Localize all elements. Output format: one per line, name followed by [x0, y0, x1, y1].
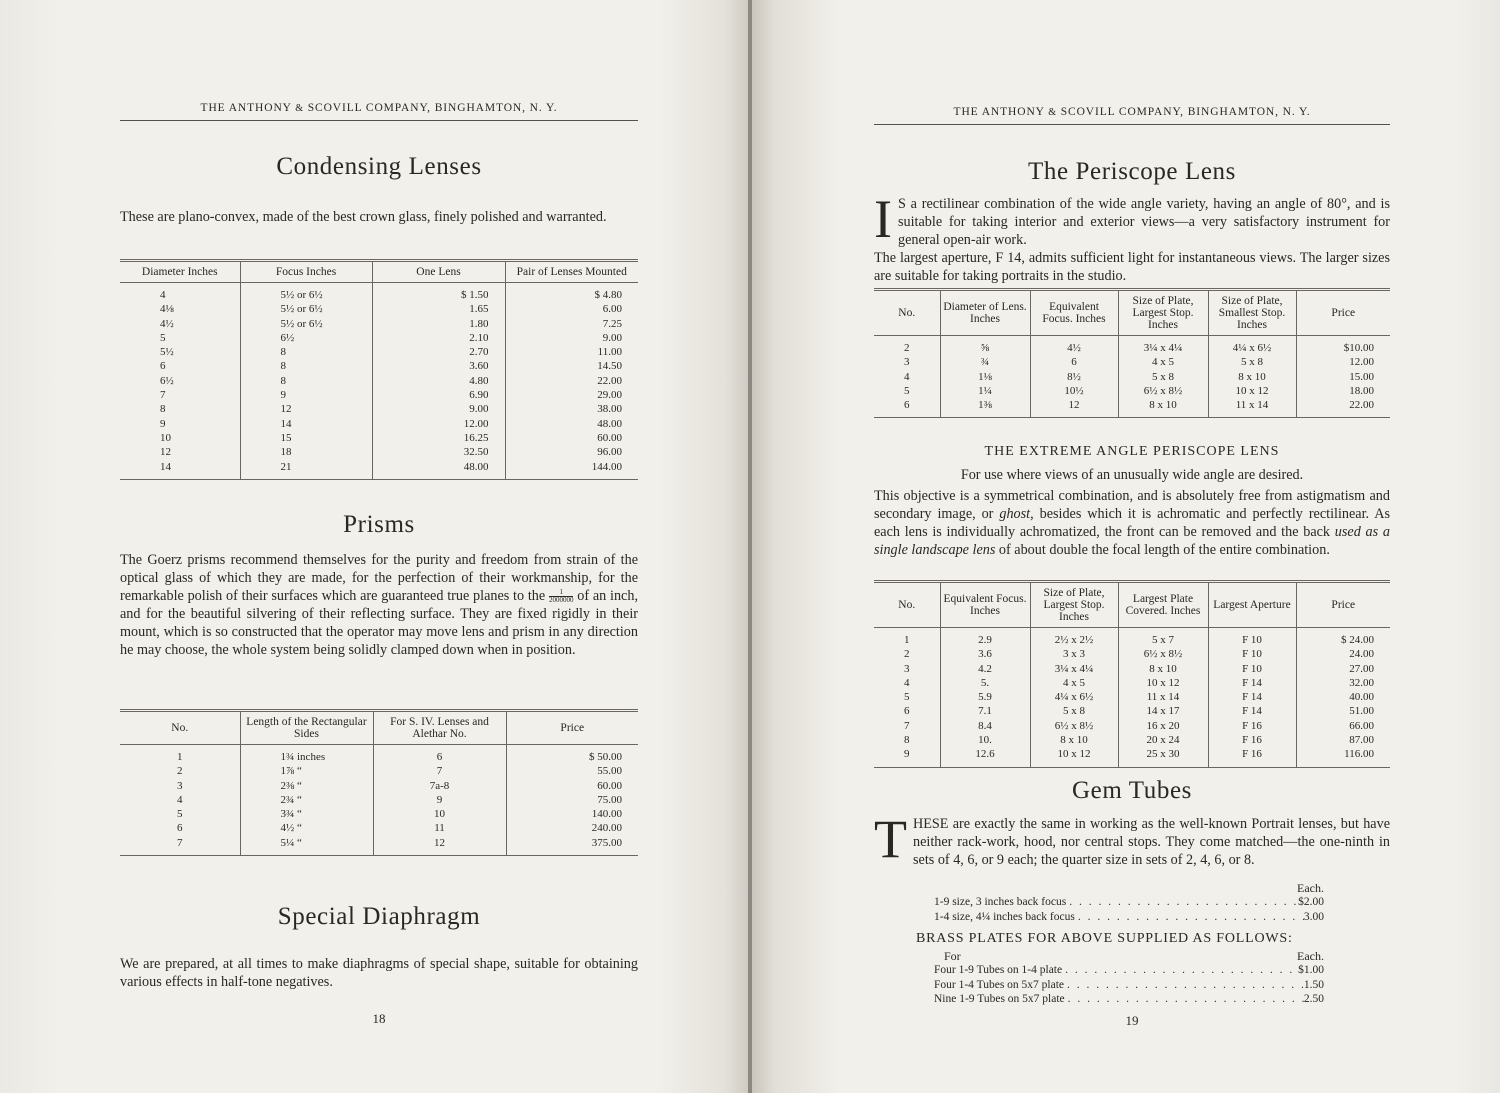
- table-row: [120, 317, 638, 331]
- table-cell: 2⅜ “: [240, 779, 373, 793]
- column-header: Price: [506, 711, 638, 745]
- table-cell: ⅝: [940, 336, 1030, 356]
- table-row: [874, 704, 1390, 718]
- table-cell: 14.50: [597, 360, 622, 373]
- table-cell: 5.: [940, 676, 1030, 690]
- table-cell: 22.00: [1349, 399, 1374, 412]
- table-cell: 10 x 12: [1208, 384, 1296, 398]
- table-cell: F 10: [1208, 628, 1296, 648]
- gem-text: [874, 809, 1390, 869]
- diaphragm-text: We are prepared, at all times to make diaphragms of special shape, suitable for obtaining various effects in half-tone negatives.: [120, 956, 638, 990]
- column-header: Size of Plate, Largest Stop. Inches: [1118, 290, 1208, 336]
- extreme-text-a: This objective is a symmetrical combination, and is absolutely free from astigmatism and secondary image, or: [874, 488, 1390, 522]
- table-cell: 4½ “: [240, 821, 373, 835]
- price-row-label: Nine 1-9 Tubes on 5x7 plate: [934, 992, 1065, 1005]
- table-cell: 12.6: [940, 747, 1030, 767]
- table-cell: 5 x 8: [1208, 355, 1296, 369]
- table-cell: 3.6: [940, 647, 1030, 661]
- table-cell: 7.25: [602, 317, 622, 330]
- table-cell: 5: [874, 384, 940, 398]
- periscope-header-row: [874, 290, 1390, 336]
- table-cell: 1⅛: [940, 370, 1030, 384]
- table-cell: 4: [120, 283, 240, 303]
- table-cell: 1⅞ “: [240, 764, 373, 778]
- table-cell: 11 x 14: [1208, 398, 1296, 418]
- table-cell: 6.90: [372, 388, 505, 402]
- table-cell: 9.00: [372, 402, 505, 416]
- table-cell: 29.00: [597, 389, 622, 402]
- table-row: [874, 336, 1390, 356]
- prisms-header-row: [120, 711, 638, 745]
- table-row: [874, 384, 1390, 398]
- table-cell: 25 x 30: [1118, 747, 1208, 767]
- table-cell: 7: [373, 764, 506, 778]
- table-cell: 9: [874, 747, 940, 767]
- table-row: [120, 821, 638, 835]
- prisms-title: Prisms: [343, 511, 415, 538]
- table-cell: 7: [120, 388, 240, 402]
- table-cell: 75.00: [597, 793, 622, 806]
- table-row: [874, 676, 1390, 690]
- leader-dots: [1065, 992, 1304, 1006]
- leader-dots: [1064, 978, 1304, 992]
- table-cell: 24.00: [1349, 648, 1374, 661]
- extreme-header-row: [874, 582, 1390, 628]
- brass-price-list: [934, 949, 1324, 1006]
- table-cell: 4½: [120, 317, 240, 331]
- column-header: Diameter Inches: [120, 261, 240, 283]
- table-cell: 5½ or 6½: [240, 302, 372, 316]
- table-cell: 11: [373, 821, 506, 835]
- table-cell: 10: [373, 807, 506, 821]
- leader-dots: [1062, 963, 1298, 977]
- table-row: [874, 690, 1390, 704]
- table-cell: 4: [120, 793, 240, 807]
- price-row-value: 1.50: [1303, 978, 1324, 991]
- price-row-value: 3.00: [1303, 910, 1324, 923]
- table-cell: 12: [120, 445, 240, 459]
- table-cell: 22.00: [597, 374, 622, 387]
- price-row-value: $2.00: [1298, 896, 1324, 909]
- table-cell: 18.00: [1349, 384, 1374, 397]
- table-row: [120, 460, 638, 480]
- condensing-table: [120, 259, 638, 480]
- table-cell: 6½: [240, 331, 372, 345]
- table-cell: 6½ x 8½: [1030, 719, 1118, 733]
- condensing-intro: These are plano-convex, made of the best crown glass, finely polished and warranted.: [120, 209, 607, 225]
- periscope-title: The Periscope Lens: [1028, 158, 1236, 185]
- table-cell: 1: [120, 745, 240, 765]
- table-cell: F 16: [1208, 733, 1296, 747]
- fraction-denominator: 2000000: [548, 596, 574, 605]
- table-cell: 9: [120, 417, 240, 431]
- table-row: [120, 779, 638, 793]
- table-row: [874, 398, 1390, 418]
- running-head: [120, 102, 638, 121]
- table-cell: 12: [373, 836, 506, 856]
- table-cell: 7a-8: [373, 779, 506, 793]
- table-cell: 6: [373, 745, 506, 765]
- page-number: 18: [372, 1011, 386, 1026]
- table-cell: 11 x 14: [1118, 690, 1208, 704]
- table-cell: 11.00: [597, 346, 622, 359]
- table-cell: 5 x 8: [1118, 370, 1208, 384]
- extreme-heading: THE EXTREME ANGLE PERISCOPE LENS: [984, 444, 1280, 459]
- table-cell: F 14: [1208, 690, 1296, 704]
- table-cell: 5: [120, 331, 240, 345]
- table-cell: 14 x 17: [1118, 704, 1208, 718]
- table-cell: 2: [120, 764, 240, 778]
- table-cell: 7: [874, 719, 940, 733]
- table-cell: 3 x 3: [1030, 647, 1118, 661]
- table-row: [120, 745, 638, 765]
- table-cell: 4: [874, 370, 940, 384]
- table-cell: 2.10: [372, 331, 505, 345]
- column-header: Largest Plate Covered. Inches: [1118, 582, 1208, 628]
- column-header: Diameter of Lens. Inches: [940, 290, 1030, 336]
- table-cell: $ 50.00: [589, 751, 622, 763]
- each-label: Each.: [1297, 881, 1324, 895]
- running-head: [874, 106, 1390, 125]
- table-cell: 375.00: [591, 836, 622, 849]
- running-head-part1: THE ANTHONY: [200, 102, 292, 114]
- table-row: [120, 807, 638, 821]
- table-row: [120, 359, 638, 373]
- drop-cap: I: [874, 189, 892, 249]
- table-cell: 55.00: [597, 765, 622, 778]
- table-cell: 8 x 10: [1030, 733, 1118, 747]
- price-row-value: 2.50: [1303, 992, 1324, 1005]
- column-header: For S. IV. Lenses and Alethar No.: [373, 711, 506, 745]
- column-header: No.: [120, 711, 240, 745]
- column-header: One Lens: [372, 261, 505, 283]
- running-head-part2: SCOVILL COMPANY, BINGHAMTON, N. Y.: [307, 102, 558, 114]
- table-row: [120, 764, 638, 778]
- table-cell: 2.70: [372, 345, 505, 359]
- table-cell: 32.00: [1349, 676, 1374, 689]
- table-row: [120, 331, 638, 345]
- table-cell: 6½ x 8½: [1118, 647, 1208, 661]
- table-cell: 60.00: [597, 431, 622, 444]
- table-cell: $ 1.50: [372, 283, 505, 303]
- diaphragm-title: Special Diaphragm: [277, 903, 481, 930]
- for-label: For: [944, 949, 961, 963]
- column-header: Size of Plate, Smallest Stop. Inches: [1208, 290, 1296, 336]
- table-cell: 6: [120, 821, 240, 835]
- table-cell: 1¾ inches: [240, 745, 373, 765]
- table-row: [120, 402, 638, 416]
- table-cell: 21: [240, 460, 372, 480]
- table-cell: 32.50: [372, 445, 505, 459]
- column-header: Price: [1296, 582, 1390, 628]
- table-cell: 144.00: [591, 460, 622, 473]
- table-row: [874, 355, 1390, 369]
- table-cell: 60.00: [597, 779, 622, 792]
- table-cell: 14: [240, 417, 372, 431]
- extreme-table: [874, 580, 1390, 768]
- table-cell: 16 x 20: [1118, 719, 1208, 733]
- gem-text-body: HESE are exactly the same in working as the well-known Portrait lenses, but have neither rack-work, hood, nor central stops. They come matched—the one-ninth in sets of 4, 6, or 9 each; the quarter size in sets of 2, 4, 6, or 8.: [913, 816, 1390, 868]
- extreme-ghost: ghost,: [999, 506, 1034, 522]
- table-cell: 15: [240, 431, 372, 445]
- periscope-intro-text: S a rectilinear combination of the wide angle variety, having an angle of 80°, and is suitable for taking interior and exterior views—a very satisfactory instrument for general open-air work.: [897, 196, 1390, 248]
- table-cell: 10: [120, 431, 240, 445]
- running-head-amp: &: [1048, 107, 1057, 118]
- price-row: [934, 963, 1324, 977]
- leader-dots: [1066, 895, 1298, 909]
- table-cell: 2¾ “: [240, 793, 373, 807]
- price-row: [934, 895, 1324, 909]
- gem-title: Gem Tubes: [1071, 777, 1192, 804]
- table-cell: 4 x 5: [1030, 676, 1118, 690]
- column-header: Pair of Lenses Mounted: [505, 261, 638, 283]
- table-cell: 2: [874, 336, 940, 356]
- table-cell: 1¼: [940, 384, 1030, 398]
- table-cell: 1: [874, 628, 940, 648]
- table-row: [120, 793, 638, 807]
- table-row: [874, 719, 1390, 733]
- table-cell: 8 x 10: [1208, 370, 1296, 384]
- table-cell: ¾: [940, 355, 1030, 369]
- table-cell: 5½: [120, 345, 240, 359]
- table-cell: 8: [240, 359, 372, 373]
- table-row: [874, 747, 1390, 767]
- extreme-text-c: of about double the focal length of the entire combination.: [998, 542, 1330, 558]
- condensing-title: Condensing Lenses: [276, 153, 482, 180]
- table-row: [874, 628, 1390, 648]
- brass-heading: BRASS PLATES FOR ABOVE SUPPLIED AS FOLLOWS:: [916, 931, 1293, 946]
- table-cell: 4: [874, 676, 940, 690]
- prisms-text-b: of an inch, and for the beautiful silvering of their reflecting surface. They are fixed rigidly in their mount, which is so constructed that the operator may move lens and prism in any direction he may choose, the whole system being solidly clamped down when in position.: [120, 588, 638, 658]
- each-label: Each.: [1297, 949, 1324, 963]
- table-cell: 5.9: [940, 690, 1030, 704]
- table-cell: 51.00: [1349, 705, 1374, 718]
- table-cell: 7: [120, 836, 240, 856]
- prisms-table: [120, 709, 638, 856]
- column-header: Equivalent Focus. Inches: [940, 582, 1030, 628]
- table-cell: 4⅛: [120, 302, 240, 316]
- table-row: [874, 662, 1390, 676]
- table-cell: 12.00: [1349, 356, 1374, 369]
- table-cell: 10 x 12: [1118, 676, 1208, 690]
- drop-cap: T: [874, 809, 907, 869]
- running-head-part2: SCOVILL COMPANY, BINGHAMTON, N. Y.: [1060, 106, 1311, 118]
- table-cell: 5 x 8: [1030, 704, 1118, 718]
- table-cell: 3¼ x 4¼: [1030, 662, 1118, 676]
- column-header: No.: [874, 290, 940, 336]
- table-row: [874, 733, 1390, 747]
- table-cell: 4 x 5: [1118, 355, 1208, 369]
- price-row-label: 1-9 size, 3 inches back focus: [934, 896, 1067, 909]
- price-row: [934, 910, 1324, 924]
- column-header: Focus Inches: [240, 261, 372, 283]
- price-row: [934, 992, 1324, 1006]
- table-cell: 3¼ x 4¼: [1118, 336, 1208, 356]
- table-cell: 5: [874, 690, 940, 704]
- table-cell: 1.65: [372, 302, 505, 316]
- table-cell: 48.00: [372, 460, 505, 480]
- fraction: [549, 589, 574, 604]
- column-header: Length of the Rectangular Sides: [240, 711, 373, 745]
- prisms-text: [120, 551, 638, 659]
- table-cell: 20 x 24: [1118, 733, 1208, 747]
- table-row: [120, 388, 638, 402]
- table-cell: F 14: [1208, 676, 1296, 690]
- table-cell: 14: [120, 460, 240, 480]
- table-cell: 3.60: [372, 359, 505, 373]
- page-number: 19: [1125, 1013, 1139, 1028]
- table-cell: 6½: [120, 374, 240, 388]
- table-cell: 3: [874, 355, 940, 369]
- table-cell: 27.00: [1349, 662, 1374, 675]
- table-cell: 140.00: [591, 808, 622, 821]
- column-header: Price: [1296, 290, 1390, 336]
- leader-dots: [1075, 910, 1304, 924]
- table-cell: 5¼ “: [240, 836, 373, 856]
- table-cell: 6½ x 8½: [1118, 384, 1208, 398]
- table-cell: 2½ x 2½: [1030, 628, 1118, 648]
- gem-price-list: [934, 881, 1324, 924]
- table-row: [120, 445, 638, 459]
- table-cell: F 10: [1208, 647, 1296, 661]
- periscope-intro2: The largest aperture, F 14, admits sufficient light for instantaneous views. The larger sizes are suitable for taking portraits in the studio.: [874, 250, 1390, 284]
- extreme-italic-phrase: used as a single landscape lens: [874, 524, 1390, 558]
- running-head-part1: THE ANTHONY: [953, 106, 1045, 118]
- table-row: [120, 345, 638, 359]
- table-cell: 18: [240, 445, 372, 459]
- table-cell: 12: [1030, 398, 1118, 418]
- table-cell: 8.4: [940, 719, 1030, 733]
- extreme-sub: For use where views of an unusually wide angle are desired.: [960, 467, 1304, 483]
- table-cell: 3: [874, 662, 940, 676]
- table-cell: 4.2: [940, 662, 1030, 676]
- table-cell: $ 24.00: [1341, 634, 1374, 646]
- column-header: Equivalent Focus. Inches: [1030, 290, 1118, 336]
- table-cell: 87.00: [1349, 734, 1374, 747]
- table-cell: F 10: [1208, 662, 1296, 676]
- table-cell: 12.00: [372, 417, 505, 431]
- table-cell: 4¼ x 6½: [1208, 336, 1296, 356]
- table-cell: 48.00: [597, 417, 622, 430]
- table-cell: 15.00: [1349, 370, 1374, 383]
- column-header: Largest Aperture: [1208, 582, 1296, 628]
- table-row: [120, 431, 638, 445]
- table-row: [874, 647, 1390, 661]
- table-cell: 9: [240, 388, 372, 402]
- price-row: [934, 978, 1324, 992]
- periscope-table: [874, 288, 1390, 418]
- table-row: [120, 417, 638, 431]
- table-cell: 4½: [1030, 336, 1118, 356]
- table-row: [120, 374, 638, 388]
- price-row-label: Four 1-9 Tubes on 1-4 plate: [934, 964, 1063, 977]
- table-cell: 3: [120, 779, 240, 793]
- running-head-amp: &: [295, 103, 304, 114]
- table-cell: 3¾ “: [240, 807, 373, 821]
- table-cell: 6: [874, 398, 940, 418]
- table-cell: 9.00: [602, 331, 622, 344]
- table-row: [120, 836, 638, 856]
- table-cell: 8: [120, 402, 240, 416]
- extreme-text: [874, 487, 1390, 559]
- table-cell: 6: [120, 359, 240, 373]
- column-header: Size of Plate, Largest Stop. Inches: [1030, 582, 1118, 628]
- table-cell: $10.00: [1343, 342, 1374, 354]
- table-row: [120, 283, 638, 303]
- condensing-header-row: [120, 261, 638, 283]
- extreme-text-b: besides which it is achromatic and perfectly rectilinear. As each lens is individually achromatized, the front can be removed and the back: [874, 506, 1391, 540]
- left-page: [0, 0, 748, 1093]
- table-cell: 1⅜: [940, 398, 1030, 418]
- column-header: No.: [874, 582, 940, 628]
- table-cell: 8 x 10: [1118, 662, 1208, 676]
- table-cell: 6: [1030, 355, 1118, 369]
- table-cell: 9: [373, 793, 506, 807]
- table-cell: 8 x 10: [1118, 398, 1208, 418]
- table-cell: 66.00: [1349, 719, 1374, 732]
- table-cell: 10.: [940, 733, 1030, 747]
- right-page: [752, 0, 1500, 1093]
- price-row-value: $1.00: [1298, 964, 1324, 977]
- price-row-label: 1-4 size, 4¼ inches back focus: [934, 910, 1075, 923]
- table-cell: 6.00: [602, 303, 622, 316]
- table-cell: 240.00: [591, 822, 622, 835]
- table-cell: 2.9: [940, 628, 1030, 648]
- table-cell: 6: [874, 704, 940, 718]
- table-cell: 10 x 12: [1030, 747, 1118, 767]
- table-row: [120, 302, 638, 316]
- table-cell: 40.00: [1349, 691, 1374, 704]
- table-cell: F 16: [1208, 747, 1296, 767]
- table-cell: F 16: [1208, 719, 1296, 733]
- table-cell: 5½ or 6½: [240, 283, 372, 303]
- table-cell: F 14: [1208, 704, 1296, 718]
- table-cell: 116.00: [1344, 748, 1374, 761]
- table-cell: 1.80: [372, 317, 505, 331]
- table-cell: 8: [874, 733, 940, 747]
- table-cell: 4¼ x 6½: [1030, 690, 1118, 704]
- table-cell: 5: [120, 807, 240, 821]
- table-cell: 8½: [1030, 370, 1118, 384]
- price-row-label: Four 1-4 Tubes on 5x7 plate: [934, 978, 1065, 991]
- table-cell: 8: [240, 345, 372, 359]
- table-row: [874, 370, 1390, 384]
- table-cell: 2: [874, 647, 940, 661]
- prisms-text-a: The Goerz prisms recommend themselves for the purity and freedom from strain of the optical glass of which they are made, for the perfection of their workmanship, for the remarkable polish of their surfaces which are guaranteed true planes to the: [120, 552, 638, 604]
- table-cell: 5½ or 6½: [240, 317, 372, 331]
- table-cell: $ 4.80: [594, 289, 622, 301]
- table-cell: 5 x 7: [1118, 628, 1208, 648]
- table-cell: 10½: [1030, 384, 1118, 398]
- table-cell: 4.80: [372, 374, 505, 388]
- table-cell: 16.25: [372, 431, 505, 445]
- table-cell: 8: [240, 374, 372, 388]
- table-cell: 96.00: [597, 446, 622, 459]
- table-cell: 12: [240, 402, 372, 416]
- periscope-intro: [874, 189, 1390, 249]
- table-cell: 7.1: [940, 704, 1030, 718]
- table-cell: 38.00: [597, 403, 622, 416]
- fraction-numerator: 1: [549, 589, 574, 597]
